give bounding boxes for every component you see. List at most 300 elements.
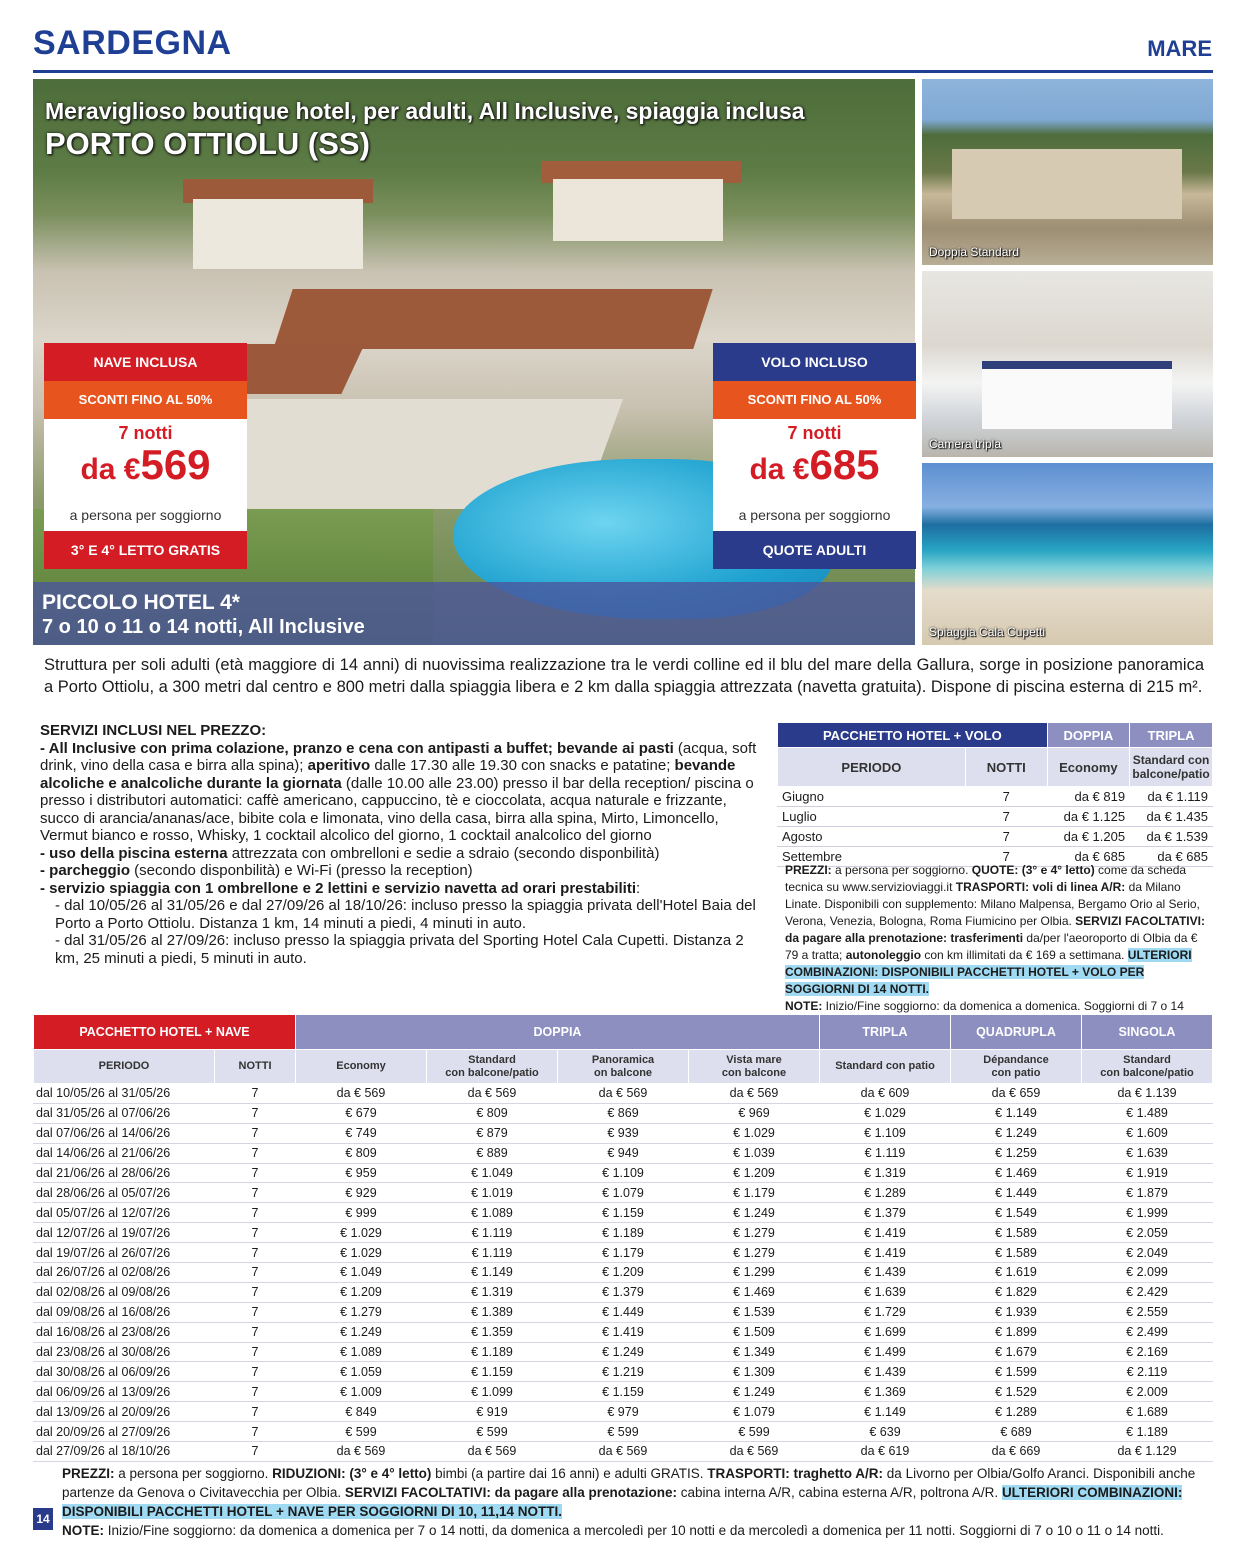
table-cell-vista-mare: € 1.279 [689,1243,820,1263]
table-cell-periodo: Giugno [778,787,966,807]
table-cell-panoramica: € 1.159 [558,1382,689,1402]
badge-price-prefix: da € [749,453,810,486]
table-cell-economy: € 809 [296,1143,427,1163]
table-cell-economy: da € 1.125 [1047,807,1129,827]
table-cell-standard: € 919 [427,1402,558,1422]
table-cell-notti: 7 [215,1402,296,1422]
table-cell-periodo: dal 07/06/26 al 14/06/26 [34,1123,215,1143]
note-text: a persona per soggiorno. [831,863,972,877]
table-row [34,1342,1213,1362]
table-row [778,807,1213,827]
table-cell-quadrupla: € 1.899 [951,1322,1082,1342]
service-item [40,845,768,863]
table-cell-standard: € 1.119 [427,1243,558,1263]
table-cell-panoramica: da € 569 [558,1442,689,1462]
table-row [34,1442,1213,1462]
table-cell-standard: € 1.159 [427,1362,558,1382]
table-cell-quadrupla: € 1.599 [951,1362,1082,1382]
header-line: Dépandance [983,1053,1049,1066]
table-cell-vista-mare: € 1.539 [689,1302,820,1322]
table-cell-quadrupla: € 1.259 [951,1143,1082,1163]
table-cell-quadrupla: da € 669 [951,1442,1082,1462]
table-cell-standard: € 1.019 [427,1183,558,1203]
badge-bottom: 3° E 4° LETTO GRATIS [44,531,247,569]
table-cell-singola: da € 1.129 [1082,1442,1213,1462]
table-cell-periodo: dal 14/06/26 al 21/06/26 [34,1143,215,1163]
note-label: TRASPORTI: traghetto A/R: [707,1466,884,1481]
photo-caption: Doppia Standard [929,245,1020,259]
table-cell-vista-mare: € 1.249 [689,1203,820,1223]
table-cell-periodo: dal 23/08/26 al 30/08/26 [34,1342,215,1362]
volo-price-table [777,722,1213,867]
photo-camera [922,271,1213,457]
table-cell-periodo: dal 13/09/26 al 20/09/26 [34,1402,215,1422]
note-label: RIDUZIONI: [272,1466,346,1481]
volo-table-body [778,787,1213,867]
table-row [778,787,1213,807]
table-cell-standard: € 1.319 [427,1282,558,1302]
table-cell-standard: € 1.089 [427,1203,558,1223]
table-cell-tripla: € 1.699 [820,1322,951,1342]
table-row [34,1163,1213,1183]
table-cell-economy: € 1.089 [296,1342,427,1362]
header-line: con balcone/patio [445,1066,539,1079]
note-label: QUOTE: (3° e 4° letto) [971,863,1095,877]
table-cell-periodo: dal 06/09/26 al 13/09/26 [34,1382,215,1402]
table-cell-economy: da € 569 [296,1442,427,1462]
table-cell-standard: € 889 [427,1143,558,1163]
table-cell-quadrupla: € 1.449 [951,1183,1082,1203]
table-cell-vista-mare: da € 569 [689,1442,820,1462]
hotel-name: PICCOLO HOTEL 4* [42,591,240,614]
table-row [34,1183,1213,1203]
table-row [34,1263,1213,1283]
table-cell-tripla: da € 685 [1130,847,1213,867]
table-cell-periodo: dal 27/09/26 al 18/10/26 [34,1442,215,1462]
badge-nights: 7 notti [787,423,842,443]
header-line: Vista mare [726,1053,782,1066]
table-cell-notti: 7 [215,1223,296,1243]
table-cell-quadrupla: € 1.829 [951,1282,1082,1302]
table-cell-standard: € 1.119 [427,1223,558,1243]
table-header-doppia: DOPPIA [296,1015,820,1050]
header-line: con balcone/patio [1100,1066,1194,1079]
nave-notes [62,1464,1212,1540]
table-cell-tripla: da € 1.435 [1130,807,1213,827]
table-cell-economy: da € 1.205 [1047,827,1129,847]
table-cell-notti: 7 [215,1362,296,1382]
note-label: (3° e 4° letto) [345,1466,432,1481]
table-cell-notti: 7 [215,1123,296,1143]
table-cell-notti: 7 [215,1302,296,1322]
badge-discount: SCONTI FINO AL 50% [44,381,247,419]
table-cell-quadrupla: € 1.619 [951,1263,1082,1283]
table-cell-standard: € 1.149 [427,1263,558,1283]
header-line: Panoramica [591,1053,655,1066]
table-cell-standard: € 879 [427,1123,558,1143]
table-cell-standard: € 1.389 [427,1302,558,1322]
table-cell-quadrupla: € 1.249 [951,1123,1082,1143]
table-cell-tripla: € 1.729 [820,1302,951,1322]
table-cell-notti: 7 [215,1243,296,1263]
note-label: NOTE: [62,1523,104,1538]
table-cell-quadrupla: € 1.149 [951,1103,1082,1123]
table-cell-standard: € 1.359 [427,1322,558,1342]
table-cell-periodo: dal 21/06/26 al 28/06/26 [34,1163,215,1183]
table-cell-periodo: dal 26/07/26 al 02/08/26 [34,1263,215,1283]
note-label: SERVIZI FACOLTATIVI: da pagare alla prenotazione: trasferimenti [785,914,1205,945]
table-cell-notti: 7 [215,1263,296,1283]
table-cell-periodo: dal 19/07/26 al 26/07/26 [34,1243,215,1263]
note-text: Inizio/Fine soggiorno: da domenica a domenica per 7 o 14 notti, da domenica a mercoledì per 10 notti e da mercoledì a domenica per 11 notti. Soggiorni di 7 o 10 o 11 o 14 notti. [104,1523,1164,1538]
note-text: da Livorno per Olbia/Golfo Aranci. Disponibili anche partenze da Genova o Civitavecchia per Olbia. [62,1466,1196,1500]
table-cell-tripla: € 1.439 [820,1362,951,1382]
table-cell-quadrupla: € 1.549 [951,1203,1082,1223]
service-bold: bevande alcoliche e analcoliche durante la giornata [40,757,736,792]
note-text: a persona per soggiorno. [114,1466,273,1481]
table-cell-tripla: € 1.379 [820,1203,951,1223]
table-cell-tripla: € 1.439 [820,1263,951,1283]
table-cell-tripla: da € 609 [820,1084,951,1104]
note-text: bimbi (a partire dai 16 anni) e adulti GRATIS. [431,1466,708,1481]
table-cell-quadrupla: € 1.589 [951,1223,1082,1243]
table-cell-standard: € 1.189 [427,1342,558,1362]
table-cell-periodo: dal 20/09/26 al 27/09/26 [34,1422,215,1442]
table-cell-economy: € 679 [296,1103,427,1123]
table-cell-panoramica: € 939 [558,1123,689,1143]
note-label: NOTE: [785,999,823,1013]
table-cell-vista-mare: € 1.039 [689,1143,820,1163]
service-text: attrezzata con ombrelloni e sedie a sdraio (secondo disponbilità) [227,844,660,862]
table-cell-singola: € 1.879 [1082,1183,1213,1203]
table-cell-singola: € 1.639 [1082,1143,1213,1163]
badge-discount: SCONTI FINO AL 50% [713,381,916,419]
table-cell-notti: 7 [215,1084,296,1104]
services-title: SERVIZI INCLUSI NEL PREZZO: [40,722,267,739]
table-cell-vista-mare: € 1.179 [689,1183,820,1203]
hotel-stays: 7 o 10 o 11 o 14 notti, All Inclusive [42,616,365,638]
volo-notes [785,862,1205,1032]
table-row [34,1084,1213,1104]
table-header-standard: Standard con balcone/patio [1130,748,1213,787]
table-header-tripla-sub: Standard con patio [820,1050,951,1084]
header-line: Standard [468,1053,516,1066]
table-row [34,1243,1213,1263]
table-cell-singola: € 2.059 [1082,1223,1213,1243]
header-line: on balcone [593,1066,653,1079]
table-cell-notti: 7 [215,1163,296,1183]
table-cell-economy: € 849 [296,1402,427,1422]
hero-title: PORTO OTTIOLU (SS) [45,126,370,161]
table-cell-panoramica: € 1.109 [558,1163,689,1183]
table-cell-vista-mare: € 1.279 [689,1223,820,1243]
table-header-tripla: TRIPLA [820,1015,951,1050]
table-cell-tripla: da € 1.539 [1130,827,1213,847]
table-cell-quadrupla: € 1.289 [951,1402,1082,1422]
table-cell-panoramica: € 599 [558,1422,689,1442]
table-cell-singola: € 2.009 [1082,1382,1213,1402]
badge-price [713,441,916,489]
table-cell-panoramica: € 1.449 [558,1302,689,1322]
table-cell-vista-mare: € 1.509 [689,1322,820,1342]
table-row [34,1282,1213,1302]
table-cell-singola: € 1.489 [1082,1103,1213,1123]
table-cell-singola: € 2.429 [1082,1282,1213,1302]
table-cell-panoramica: € 1.249 [558,1342,689,1362]
table-header-dependance [951,1050,1082,1084]
table-row [34,1402,1213,1422]
table-cell-notti: 7 [215,1143,296,1163]
table-cell-quadrupla: € 1.679 [951,1342,1082,1362]
hotel-description: Struttura per soli adulti (età maggiore di 14 anni) di nuovissima realizzazione tra le verdi colline ed il blu del mare della Gallura, sorge in posizione panoramica a Porto Ottiolu, a 300 metri dal centro e 800 metri dalla spiaggia libera e 2 km dalla spiaggia attrezzata (navetta gratuita). Dispone di piscina esterna di 215 m². [44,656,1204,696]
table-cell-economy: € 1.249 [296,1322,427,1342]
table-cell-tripla: € 1.029 [820,1103,951,1123]
table-cell-singola: € 2.049 [1082,1243,1213,1263]
table-cell-panoramica: € 949 [558,1143,689,1163]
table-cell-periodo: Settembre [778,847,966,867]
badge-per: a persona per soggiorno [738,507,891,523]
table-cell-singola: € 1.609 [1082,1123,1213,1143]
table-cell-panoramica: € 1.159 [558,1203,689,1223]
note-text: da Milano Linate. Disponibili con supplemento: Milano Malpensa, Bergamo Orio al Serio, Verona, Venezia, Bologna, Roma Fiumicino per Olbia. [785,880,1200,928]
service-item [40,740,768,845]
table-cell-vista-mare: € 1.299 [689,1263,820,1283]
table-cell-quadrupla: da € 659 [951,1084,1082,1104]
table-cell-periodo: dal 31/05/26 al 07/06/26 [34,1103,215,1123]
table-header-periodo: PERIODO [778,748,966,787]
table-header-standard [427,1050,558,1084]
service-bold: - servizio spiaggia con 1 ombrellone e 2 lettini e servizio navetta ad orari prestabiliti [40,879,637,897]
note-label: PREZZI: [785,863,832,877]
table-cell-periodo: dal 10/05/26 al 31/05/26 [34,1084,215,1104]
table-header-singola-sub [1082,1050,1213,1084]
table-row [34,1223,1213,1243]
volo-offer-badge[interactable] [713,343,916,569]
table-cell-singola: € 1.919 [1082,1163,1213,1183]
table-cell-singola: da € 1.139 [1082,1084,1213,1104]
table-cell-panoramica: € 1.179 [558,1243,689,1263]
table-cell-notti: 7 [215,1322,296,1342]
nave-price-table [33,1014,1213,1462]
table-cell-panoramica: € 1.189 [558,1223,689,1243]
service-text: (acqua, soft drink, vino della casa e birra alla spina); [40,739,757,774]
header-line: con patio [991,1066,1041,1079]
table-cell-singola: € 1.189 [1082,1422,1213,1442]
table-cell-singola: € 2.099 [1082,1263,1213,1283]
table-cell-economy: € 1.009 [296,1382,427,1402]
table-cell-tripla: € 1.319 [820,1163,951,1183]
badge-top: VOLO INCLUSO [713,343,916,381]
note-label: SERVIZI FACOLTATIVI: da pagare alla prenotazione: [344,1485,677,1500]
photo-spiaggia [922,463,1213,645]
table-cell-periodo: dal 09/08/26 al 16/08/26 [34,1302,215,1322]
page-number: 14 [33,1508,53,1530]
header-rule [33,70,1213,73]
table-cell-tripla: da € 619 [820,1442,951,1462]
service-subitem: - dal 10/05/26 al 31/05/26 e dal 27/09/26 al 18/10/26: incluso presso la spiaggia privata dell'Hotel Baia del Porto a Porto Ottiolu. Distanza 1 km, 14 minuti a piedi, 4 minuti in auto. [55,897,756,932]
table-cell-economy: € 929 [296,1183,427,1203]
table-header-doppia: DOPPIA [1047,723,1129,748]
table-row [34,1302,1213,1322]
table-cell-vista-mare: € 1.349 [689,1342,820,1362]
table-header-package: PACCHETTO HOTEL + NAVE [34,1015,296,1050]
table-cell-standard: da € 569 [427,1442,558,1462]
table-cell-vista-mare: € 1.209 [689,1163,820,1183]
table-header-package: PACCHETTO HOTEL + VOLO [778,723,1048,748]
table-cell-panoramica: € 979 [558,1402,689,1422]
hotel-banner [33,582,915,645]
table-cell-notti: 7 [965,827,1047,847]
table-row [34,1362,1213,1382]
table-cell-economy: € 1.029 [296,1223,427,1243]
table-cell-quadrupla: € 1.529 [951,1382,1082,1402]
table-cell-standard: € 809 [427,1103,558,1123]
table-header-singola: SINGOLA [1082,1015,1213,1050]
table-cell-economy: da € 569 [296,1084,427,1104]
table-header-economy: Economy [296,1050,427,1084]
table-cell-quadrupla: € 689 [951,1422,1082,1442]
table-header-notti: NOTTI [965,748,1047,787]
house-shape [553,179,723,241]
table-header-notti: NOTTI [215,1050,296,1084]
table-cell-standard: € 1.049 [427,1163,558,1183]
table-cell-economy: € 1.059 [296,1362,427,1382]
table-cell-panoramica: € 869 [558,1103,689,1123]
service-text: (dalle 10.00 alle 23.00) presso il bar della reception/ piscina o presso i distributori automatici: caffè americano, cappuccino, tè e cioccolata, acqua naturale e frizzante, succo di arancia/ananas/ace, bibite cola e limonata, vino della casa, birra alla spina, Mirto, Limoncello, Vermut bianco e rosso, Whisky, 1 cocktail alcolico del giorno, 1 cocktail analcolico del giorno [40,774,754,844]
table-cell-singola: € 2.499 [1082,1322,1213,1342]
house-shape [952,149,1182,219]
service-subitem: - dal 31/05/26 al 27/09/26: incluso presso la spiaggia privata del Sporting Hotel Cala Cupetti. Distanza 2 km, 25 minuti a piedi, 5 minuti in auto. [55,932,744,967]
table-cell-economy: da € 685 [1047,847,1129,867]
table-cell-singola: € 1.689 [1082,1402,1213,1422]
badge-top: NAVE INCLUSA [44,343,247,381]
service-bold: aperitivo [303,757,371,774]
table-cell-economy: € 1.029 [296,1243,427,1263]
note-text: Inizio/Fine soggiorno: da domenica a domenica. Soggiorni di 7 o 14 [825,999,1184,1013]
table-cell-panoramica: € 1.379 [558,1282,689,1302]
table-cell-vista-mare: € 1.029 [689,1123,820,1143]
table-cell-tripla: € 1.639 [820,1282,951,1302]
table-cell-vista-mare: € 1.309 [689,1362,820,1382]
table-cell-notti: 7 [215,1422,296,1442]
service-bold: - parcheggio [40,862,131,879]
service-item [40,862,768,880]
table-cell-tripla: € 1.419 [820,1223,951,1243]
table-cell-panoramica: da € 569 [558,1084,689,1104]
table-cell-vista-mare: € 1.249 [689,1382,820,1402]
table-cell-notti: 7 [215,1282,296,1302]
table-cell-quadrupla: € 1.589 [951,1243,1082,1263]
category-label: MARE [1147,36,1212,61]
note-highlight: ULTERIORI COMBINAZIONI: DISPONIBILI PACCHETTI HOTEL + VOLO PER SOGGIORNI DI 14 NOTTI. [785,948,1192,996]
table-cell-economy: € 1.049 [296,1263,427,1283]
table-header-quadrupla: QUADRUPLA [951,1015,1082,1050]
table-cell-economy: € 1.209 [296,1282,427,1302]
badge-per: a persona per soggiorno [69,507,222,523]
table-header-tripla: TRIPLA [1130,723,1213,748]
table-cell-tripla: € 1.119 [820,1143,951,1163]
service-bold: - uso della piscina esterna [40,844,228,862]
table-cell-vista-mare: € 969 [689,1103,820,1123]
table-cell-notti: 7 [965,807,1047,827]
note-label: autonoleggio [845,948,922,962]
table-cell-panoramica: € 1.209 [558,1263,689,1283]
badge-price-box [44,419,247,531]
table-cell-singola: € 2.169 [1082,1342,1213,1362]
note-highlight: ULTERIORI COMBINAZIONI: DISPONIBILI PACCHETTI HOTEL + NAVE PER SOGGIORNI DI 10, 11,14 NOTTI. [62,1485,1183,1519]
table-header-panoramica [558,1050,689,1084]
table-cell-periodo: dal 30/08/26 al 06/09/26 [34,1362,215,1382]
table-cell-periodo: dal 02/08/26 al 09/08/26 [34,1282,215,1302]
table-cell-notti: 7 [215,1183,296,1203]
table-header-periodo: PERIODO [34,1050,215,1084]
table-cell-singola: € 1.999 [1082,1203,1213,1223]
table-row [34,1203,1213,1223]
table-header-vista-mare [689,1050,820,1084]
table-cell-economy: € 999 [296,1203,427,1223]
table-cell-tripla: € 1.289 [820,1183,951,1203]
table-cell-tripla: € 1.109 [820,1123,951,1143]
table-cell-tripla: € 1.149 [820,1402,951,1422]
table-cell-tripla: € 639 [820,1422,951,1442]
badge-price-value: 569 [140,441,211,488]
table-cell-economy: € 1.279 [296,1302,427,1322]
photo-doppia [922,79,1213,265]
badge-price-prefix: da € [80,453,141,486]
table-cell-vista-mare: € 1.469 [689,1282,820,1302]
table-row [34,1322,1213,1342]
table-cell-tripla: € 1.499 [820,1342,951,1362]
roof-shape [273,289,712,349]
note-text: cabina interna A/R, cabina esterna A/R, poltrona A/R. [676,1485,1002,1500]
badge-bottom: QUOTE ADULTI [713,531,916,569]
header-line: Standard [1123,1053,1171,1066]
table-cell-notti: 7 [215,1103,296,1123]
note-label: PREZZI: [62,1466,115,1481]
table-row [34,1143,1213,1163]
table-cell-notti: 7 [215,1382,296,1402]
house-shape [193,199,363,269]
note-text: come da scheda tecnica su www.servizioviaggi.it [785,863,1187,894]
table-cell-tripla: da € 1.119 [1130,787,1213,807]
table-cell-economy: € 959 [296,1163,427,1183]
table-cell-notti: 7 [215,1442,296,1462]
table-cell-periodo: dal 16/08/26 al 23/08/26 [34,1322,215,1342]
table-cell-vista-mare: € 1.079 [689,1402,820,1422]
badge-nights: 7 notti [118,423,173,443]
table-cell-panoramica: € 1.419 [558,1322,689,1342]
table-cell-notti: 7 [215,1342,296,1362]
nave-offer-badge[interactable] [44,343,247,569]
table-cell-tripla: € 1.369 [820,1382,951,1402]
service-item [40,880,768,898]
table-cell-vista-mare: € 599 [689,1422,820,1442]
table-row [34,1422,1213,1442]
table-cell-periodo: dal 12/07/26 al 19/07/26 [34,1223,215,1243]
table-cell-economy: € 599 [296,1422,427,1442]
photo-caption: Camera tripla [929,437,1002,451]
table-cell-notti: 7 [215,1203,296,1223]
service-bold: - All Inclusive con prima colazione, pranzo e cena con antipasti a buffet; bevande ai pasti [40,739,674,757]
badge-price-value: 685 [809,441,880,488]
table-cell-panoramica: € 1.079 [558,1183,689,1203]
table-row [778,827,1213,847]
note-text: da/per l'aeoroporto di Olbia da € 79 a tratta; [785,931,1198,962]
table-cell-standard: € 599 [427,1422,558,1442]
table-row [34,1382,1213,1402]
table-cell-periodo: dal 28/06/26 al 05/07/26 [34,1183,215,1203]
badge-price-box [713,419,916,531]
